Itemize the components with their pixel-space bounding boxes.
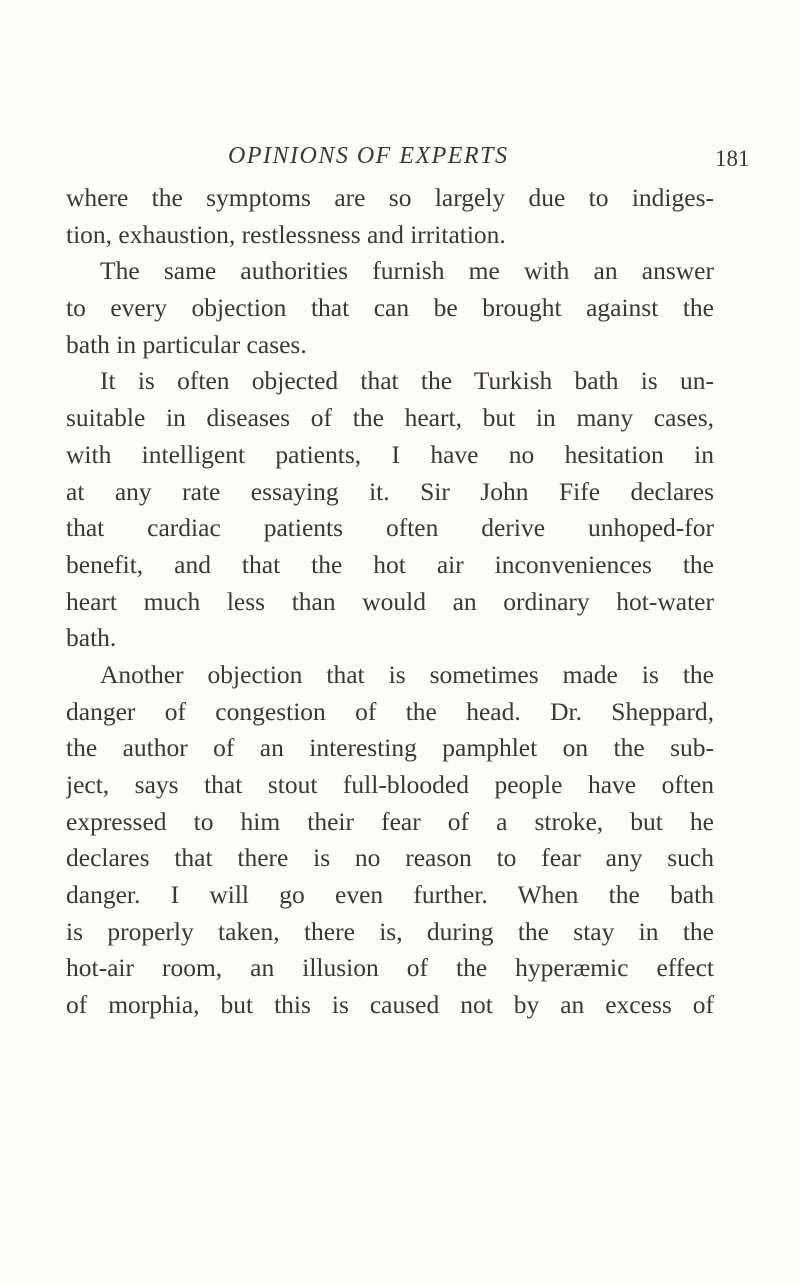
text-line: suitable in diseases of the heart, but in many cases,: [66, 403, 714, 433]
text-line: bath in particular cases.: [66, 329, 307, 359]
text-line: danger of congestion of the head. Dr. Sheppard,: [66, 696, 714, 726]
text-line: declares that there is no reason to fear any such: [66, 843, 714, 873]
text-line: heart much less than would an ordinary hot-water: [66, 586, 714, 616]
body-text: [66, 180, 714, 1024]
text-line: danger. I will go even further. When the bath: [66, 880, 714, 910]
page-number: 181: [715, 146, 750, 171]
text-line: The same authorities furnish me with an answer: [100, 256, 714, 286]
text-line: hot-air room, an illusion of the hyperæmic effect: [66, 953, 714, 983]
text-line: that cardiac patients often derive unhoped-for: [66, 513, 714, 543]
text-line: It is often objected that the Turkish bath is un-: [100, 366, 714, 396]
text-line: Another objection that is sometimes made is the: [100, 659, 714, 689]
text-line: where the symptoms are so largely due to indiges-: [66, 183, 714, 212]
text-line: of morphia, but this is caused not by an excess of: [66, 990, 714, 1020]
text-line: is properly taken, there is, during the stay in the: [66, 916, 714, 946]
running-title: OPINIONS OF EXPERTS: [228, 143, 509, 169]
text-line: to every objection that can be brought against the: [66, 293, 714, 323]
text-line: expressed to him their fear of a stroke, but he: [66, 806, 714, 836]
text-line: bath.: [66, 623, 117, 653]
text-line: tion, exhaustion, restlessness and irritation.: [66, 219, 506, 249]
text-line: at any rate essaying it. Sir John Fife declares: [66, 476, 714, 506]
text-line: with intelligent patients, I have no hesitation in: [66, 439, 714, 469]
text-line: ject, says that stout full-blooded people have often: [66, 770, 714, 799]
text-line: benefit, and that the hot air inconveniences the: [66, 549, 714, 579]
text-line: the author of an interesting pamphlet on the sub-: [66, 733, 714, 763]
